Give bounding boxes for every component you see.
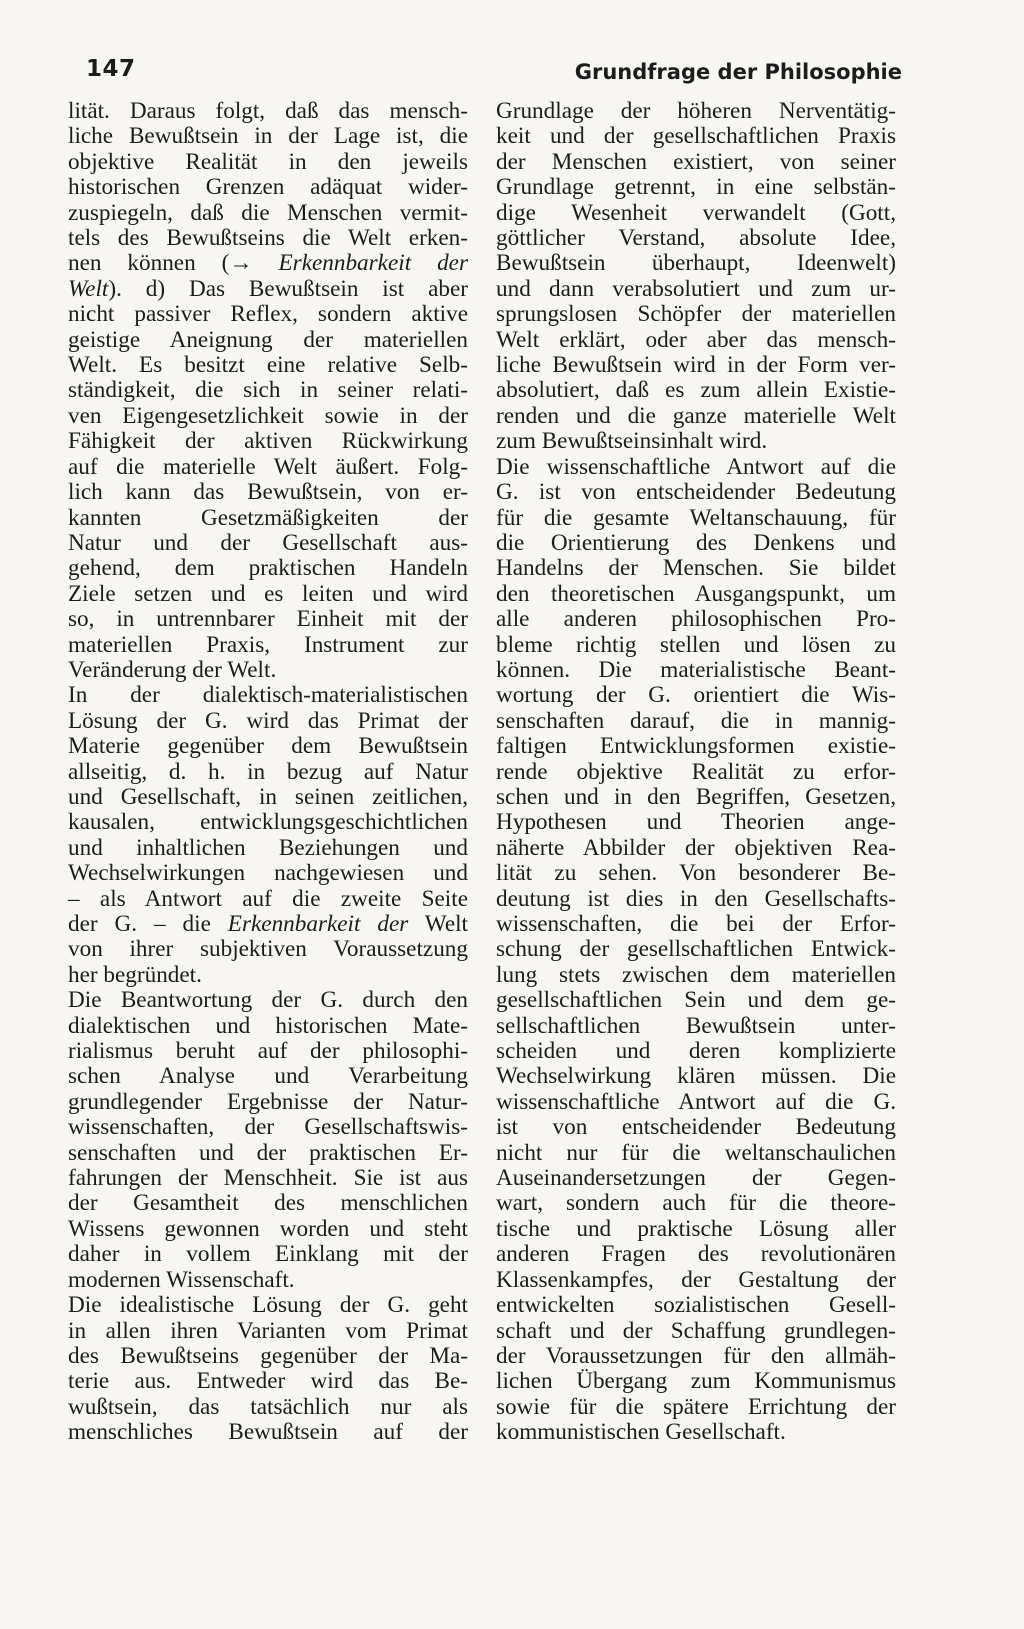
text-line: und inhaltlichen Beziehungen und [68, 834, 468, 861]
text-line: absolutiert, daß es zum allein Existie- [496, 377, 896, 404]
text-line: Welt erklärt, oder aber das mensch- [496, 326, 896, 353]
text-line: rialismus beruht auf der philosophi- [68, 1038, 468, 1065]
text-line: schaft und der Schaffung grundlegen- [496, 1317, 896, 1344]
text-line: der Voraussetzungen für den allmäh- [496, 1342, 896, 1369]
text-line: Wissens gewonnen worden und steht [68, 1215, 468, 1242]
text-line: historischen Grenzen adäquat wider- [68, 174, 468, 201]
text-line: alle anderen philosophischen Pro- [496, 606, 896, 633]
text-line: Lösung der G. wird das Primat der [68, 707, 468, 734]
text-line: kausalen, entwicklungsgeschichtlichen [68, 809, 468, 836]
text-line: der G. – die Erkennbarkeit der Welt [68, 911, 468, 937]
text-line: zum Bewußtseinsinhalt wird. [496, 428, 768, 455]
text-line: sowie für die spätere Errichtung der [496, 1393, 896, 1420]
text-line: G. ist von entscheidender Bedeutung [496, 479, 896, 506]
text-line: sprungslosen Schöpfer der materiellen [496, 301, 896, 328]
text-line: anderen Fragen des revolutionären [496, 1241, 896, 1268]
text-line: daher in vollem Einklang mit der [68, 1241, 468, 1268]
text-line: lität. Daraus folgt, daß das mensch- [68, 98, 468, 124]
text-line: Die wissenschaftliche Antwort auf die [496, 453, 896, 480]
text-line: gehend, dem praktischen Handeln [68, 555, 468, 582]
text-line: wart, sondern auch für die theore- [496, 1190, 896, 1217]
page-number: 147 [86, 56, 136, 82]
text-line: gesellschaftlichen Sein und dem ge- [496, 987, 896, 1014]
text-line: – als Antwort auf die zweite Seite [68, 885, 468, 912]
text-line: lität zu sehen. Von besonderer Be- [496, 860, 896, 887]
text-line: näherte Abbilder der objektiven Rea- [496, 834, 896, 861]
text-line: können. Die materialistische Beant- [496, 656, 896, 683]
text-line: menschliches Bewußtsein auf der [68, 1419, 468, 1446]
text-line: wissenschaftliche Antwort auf die G. [496, 1088, 896, 1115]
text-line: Handelns der Menschen. Sie bildet [496, 555, 896, 582]
text-line: zuspiegeln, daß die Menschen vermit- [68, 199, 468, 226]
text-line: des Bewußtseins gegenüber der Ma- [68, 1342, 468, 1369]
text-line: dige Wesenheit verwandelt (Gott, [496, 199, 896, 226]
text-line: Fähigkeit der aktiven Rückwirkung [68, 428, 468, 455]
text-line: Die idealistische Lösung der G. geht [68, 1292, 468, 1319]
text-line: Hypothesen und Theorien ange- [496, 809, 896, 836]
text-line: tische und praktische Lösung aller [496, 1215, 896, 1242]
text-line: Materie gegenüber dem Bewußtsein [68, 733, 468, 760]
text-line: allseitig, d. h. in bezug auf Natur [68, 758, 468, 785]
text-line: wußtsein, das tatsächlich nur als [68, 1393, 468, 1420]
text-line: schung der gesellschaftlichen Entwick- [496, 936, 896, 963]
text-line: die Orientierung des Denkens und [496, 529, 896, 556]
text-line: senschaften und der praktischen Er- [68, 1139, 468, 1166]
text-line: geistige Aneignung der materiellen [68, 326, 468, 353]
text-line: senschaften darauf, die in mannig- [496, 707, 896, 734]
text-line: lung stets zwischen dem materiellen [496, 961, 896, 988]
text-line: liche Bewußtsein in der Lage ist, die [68, 123, 468, 150]
text-line: und Gesellschaft, in seinen zeitlichen, [68, 783, 468, 810]
text-line: Grundlage getrennt, in eine selbstän- [496, 174, 896, 201]
text-line: deutung ist dies in den Gesellschafts- [496, 885, 896, 912]
text-line: ständigkeit, die sich in seiner relati- [68, 377, 468, 404]
text-line: Welt. Es besitzt eine relative Selb- [68, 352, 468, 379]
text-line: grundlegender Ergebnisse der Natur- [68, 1088, 468, 1115]
text-line: wortung der G. orientiert die Wis- [496, 682, 896, 709]
text-column-right [496, 99, 896, 1446]
text-line: bleme richtig stellen und lösen zu [496, 631, 896, 658]
text-line: auf die materielle Welt äußert. Folg- [68, 453, 468, 480]
text-line: nicht nur für die weltanschaulichen [496, 1139, 896, 1166]
text-line: terie aus. Entweder wird das Be- [68, 1368, 468, 1395]
text-line: so, in untrennbarer Einheit mit der [68, 606, 468, 633]
text-line: schen Analyse und Verarbeitung [68, 1063, 468, 1090]
text-line: scheiden und deren komplizierte [496, 1038, 896, 1065]
text-column-left [68, 99, 468, 1446]
text-line: schen und in den Begriffen, Gesetzen, [496, 783, 896, 810]
text-line: wissenschaften, der Gesellschaftswis- [68, 1114, 468, 1141]
text-line: Ziele setzen und es leiten und wird [68, 580, 468, 607]
text-line: für die gesamte Weltanschauung, für [496, 504, 896, 531]
text-line: Auseinandersetzungen der Gegen- [496, 1165, 896, 1192]
text-line: lich kann das Bewußtsein, von er- [68, 479, 468, 506]
text-line: Klassenkampfes, der Gestaltung der [496, 1266, 896, 1293]
text-line: modernen Wissenschaft. [68, 1266, 295, 1293]
text-line: sellschaftlichen Bewußtsein unter- [496, 1012, 896, 1039]
text-line: Bewußtsein überhaupt, Ideenwelt) [496, 250, 896, 277]
text-line: kannten Gesetzmäßigkeiten der [68, 504, 468, 531]
text-line: Grundlage der höheren Nerventätig- [496, 98, 896, 124]
text-line: Die Beantwortung der G. durch den [68, 987, 468, 1014]
text-line: ist von entscheidender Bedeutung [496, 1114, 896, 1141]
text-line: den theoretischen Ausgangspunkt, um [496, 580, 896, 607]
text-line: in allen ihren Varianten vom Primat [68, 1317, 468, 1344]
text-line: liche Bewußtsein wird in der Form ver- [496, 352, 896, 379]
text-line: ven Eigengesetzlichkeit sowie in der [68, 402, 468, 429]
text-line: fahrungen der Menschheit. Sie ist aus [68, 1165, 468, 1192]
text-line: der Menschen existiert, von seiner [496, 148, 896, 175]
text-line: objektive Realität in den jeweils [68, 148, 468, 175]
text-line: von ihrer subjektiven Voraussetzung [68, 936, 468, 963]
text-line: renden und die ganze materielle Welt [496, 402, 896, 429]
text-line: materiellen Praxis, Instrument zur [68, 631, 468, 658]
text-line: rende objektive Realität zu erfor- [496, 758, 896, 785]
text-line: nicht passiver Reflex, sondern aktive [68, 301, 468, 328]
text-line: wissenschaften, die bei der Erfor- [496, 911, 896, 937]
text-line: lichen Übergang zum Kommunismus [496, 1368, 896, 1395]
text-line: Veränderung der Welt. [68, 656, 277, 683]
text-line: der Gesamtheit des menschlichen [68, 1190, 468, 1217]
text-line: und dann verabsolutiert und zum ur- [496, 275, 896, 302]
text-line: keit und der gesellschaftlichen Praxis [496, 123, 896, 150]
text-line: nen können (→ Erkennbarkeit der [68, 250, 468, 277]
text-line: göttlicher Verstand, absolute Idee, [496, 225, 896, 252]
text-line: Welt). d) Das Bewußtsein ist aber [68, 275, 468, 302]
text-line: Wechselwirkungen nachgewiesen und [68, 860, 468, 887]
text-line: In der dialektisch-materialistischen [68, 682, 468, 709]
text-line: her begründet. [68, 961, 202, 988]
text-line: Natur und der Gesellschaft aus- [68, 529, 468, 556]
text-line: entwickelten sozialistischen Gesell- [496, 1292, 896, 1319]
text-line: dialektischen und historischen Mate- [68, 1012, 468, 1039]
text-line: Wechselwirkung klären müssen. Die [496, 1063, 896, 1090]
text-line: kommunistischen Gesellschaft. [496, 1419, 786, 1446]
running-title: Grundfrage der Philosophie [574, 60, 902, 84]
text-line: tels des Bewußtseins die Welt erken- [68, 225, 468, 252]
text-line: faltigen Entwicklungsformen existie- [496, 733, 896, 760]
